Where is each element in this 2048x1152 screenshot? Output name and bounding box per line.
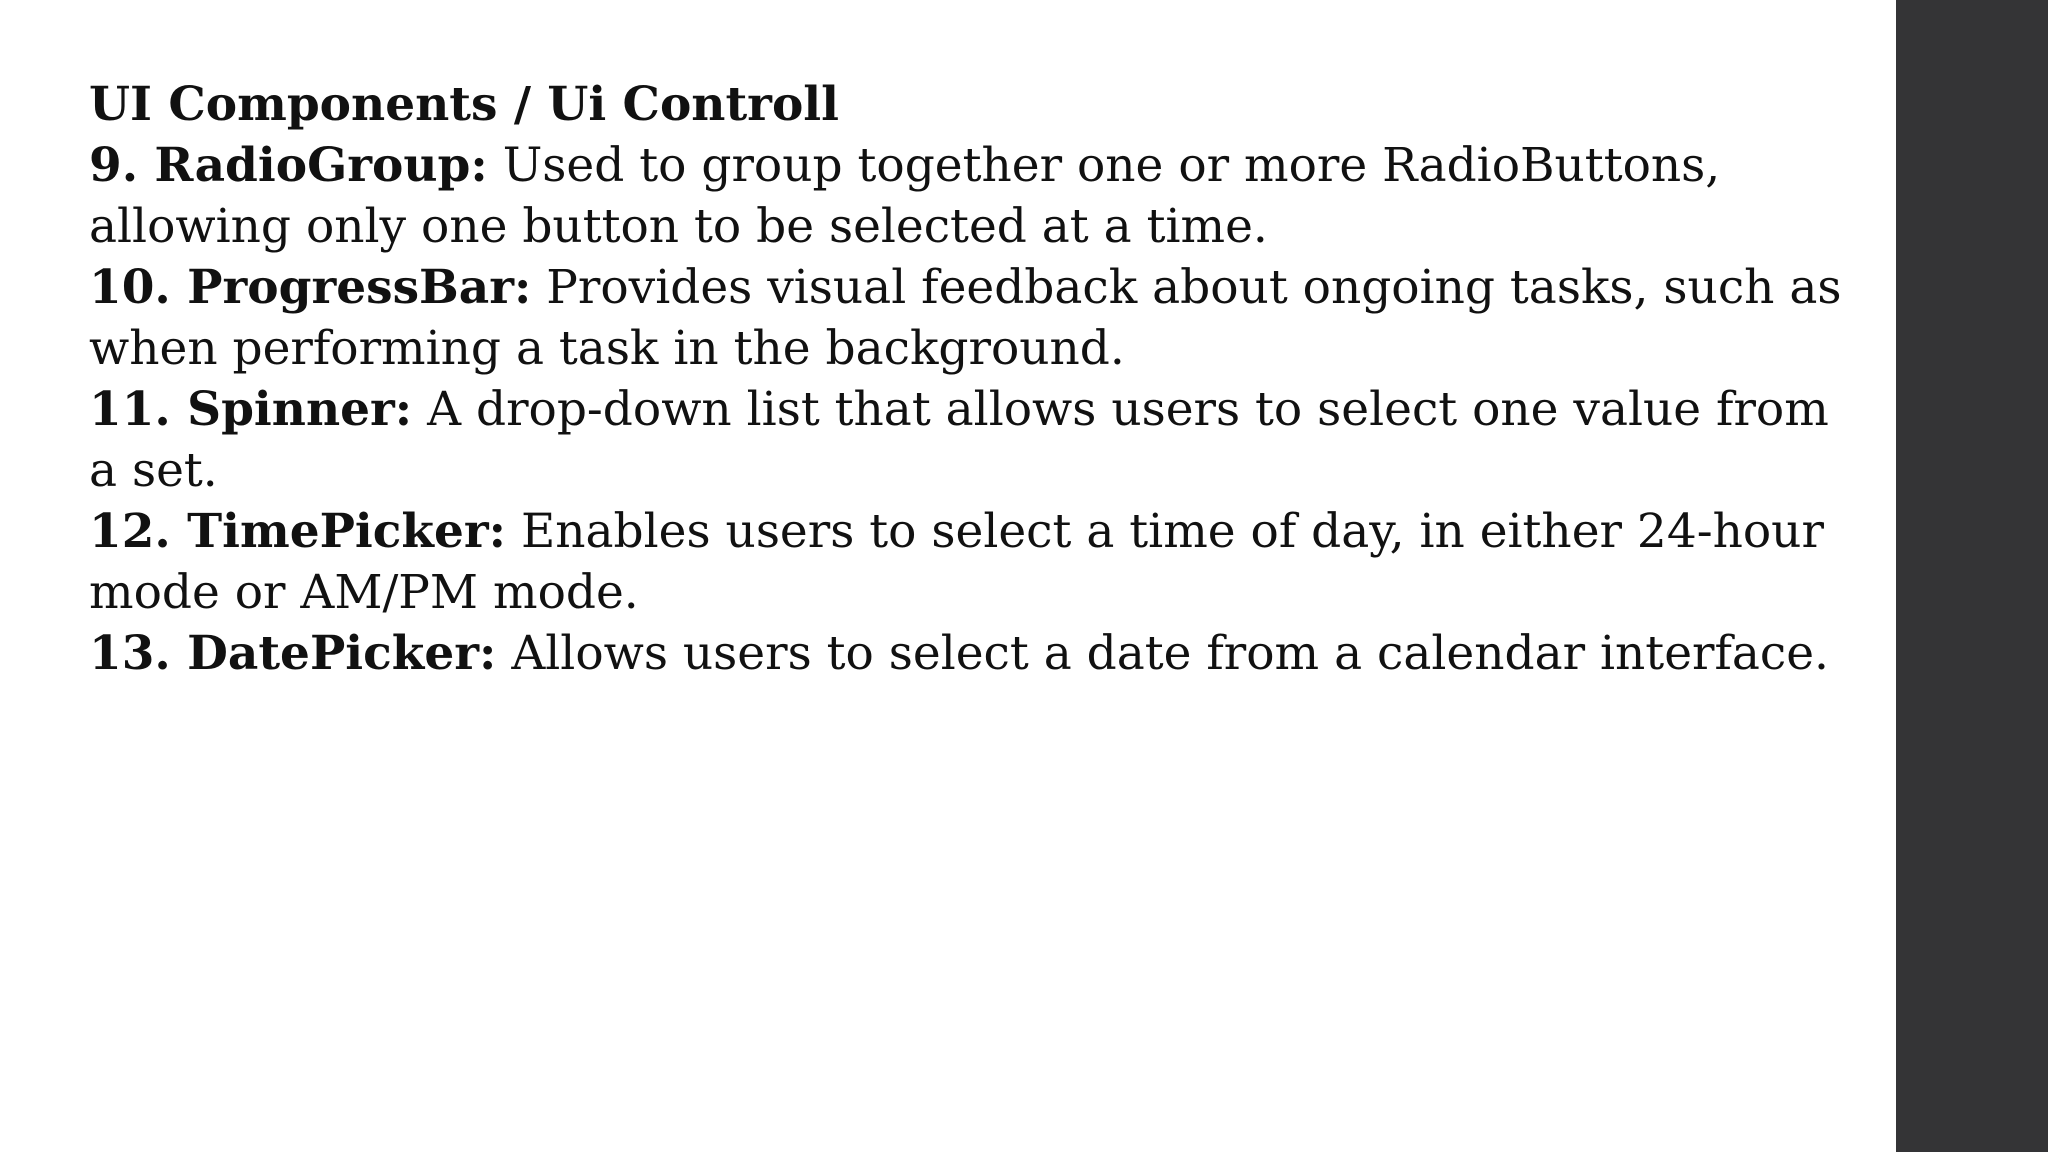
slide-title: UI Components / Ui Controll [89,77,840,132]
item-term: 9. RadioGroup: [89,138,488,193]
item-term: 10. ProgressBar: [89,260,532,315]
item-description: Used to group together one or more RadioButtons, allowing only one button to be selected at a time. [89,138,1721,254]
item-term: 11. Spinner: [89,382,413,437]
item-description: Allows users to select a date from a calendar interface. [511,626,1829,681]
item-description: Enables users to select a time of day, in either 24-hour mode or AM/PM mode. [89,504,1824,620]
list-item [89,257,1869,379]
item-term: 12. TimePicker: [89,504,506,559]
item-description: A drop-down list that allows users to select one value from a set. [89,382,1829,498]
slide-content [89,74,1869,684]
list-item [89,501,1869,623]
decorative-side-bar [1896,0,2048,1152]
item-term: 13. DatePicker: [89,626,497,681]
list-item [89,379,1869,501]
list-item [89,623,1869,684]
list-item [89,135,1869,257]
item-description: Provides visual feedback about ongoing tasks, such as when performing a task in the background. [89,260,1842,376]
